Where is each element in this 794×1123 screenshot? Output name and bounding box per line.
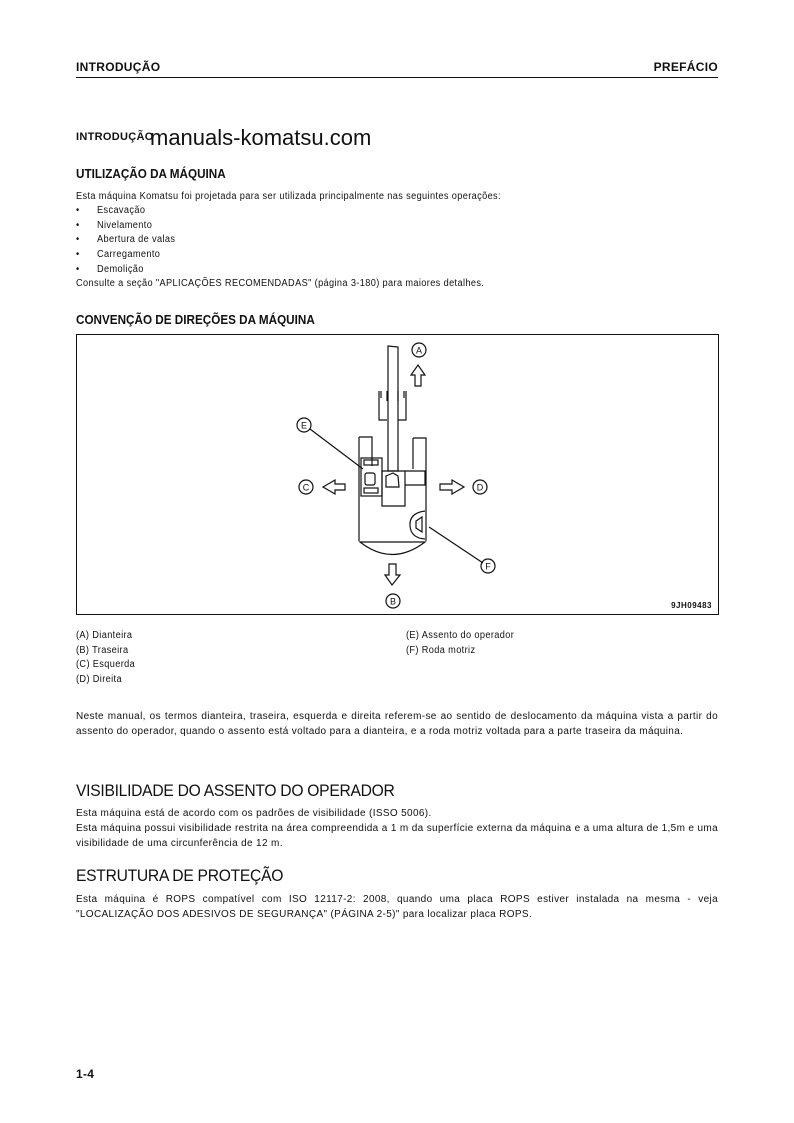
arrow-front-icon [411,365,425,386]
usage-intro: Esta máquina Komatsu foi projetada para ser utilizada principalmente nas seguintes operações: [76,191,501,202]
section-title: INTRODUÇÃO [76,131,154,143]
usage-heading: UTILIZAÇÃO DA MÁQUINA [76,166,226,181]
drive-wheel-shape [410,511,425,539]
arm-shape [379,391,406,420]
page-number: 1-4 [76,1067,95,1081]
bullet-symbol: • [76,234,80,245]
header-left: INTRODUÇÃO [76,60,161,74]
legend-item: (B) Traseira [76,645,129,656]
visibility-heading: VISIBILIDADE DO ASSENTO DO OPERADOR [76,781,395,800]
boom-shape [388,346,398,471]
list-item: Escavação [97,205,146,216]
bullet-symbol: • [76,205,80,216]
list-item: Demolição [97,264,144,275]
marker-c-label: C [302,482,310,493]
legend-item: (E) Assento do operador [406,630,515,641]
figure-code: 9JH09483 [671,601,712,610]
protection-heading: ESTRUTURA DE PROTEÇÃO [76,866,284,885]
leader-line-f [429,527,483,563]
watermark: manuals-komatsu.com [150,125,372,150]
marker-e-label: E [300,420,308,431]
bullet-symbol: • [76,264,80,275]
bullet-symbol: • [76,249,80,260]
marker-b-label: B [389,596,397,607]
header-right: PREFÁCIO [653,60,718,74]
counterweight-shape [360,542,425,555]
marker-a-label: A [415,345,423,356]
list-item: Nivelamento [97,220,153,231]
visibility-paragraph-1: Esta máquina está de acordo com os padrões de visibilidade (ISSO 5006). [76,808,432,819]
arrow-left-icon [323,480,345,494]
legend-item: (A) Dianteira [76,630,133,641]
list-item: Abertura de valas [97,234,176,245]
directions-heading: CONVENÇÃO DE DIREÇÕES DA MÁQUINA [76,312,315,327]
direction-diagram [76,334,719,615]
visibility-paragraph-2: Esta máquina possui visibilidade restrita na área compreendida a 1 m da superfície externa da máquina e a uma altura de 1,5m e uma visibilidade de uma circunferência de 12 m. [76,823,718,849]
header-rule [76,77,718,78]
marker-f-label: F [485,561,491,572]
legend-item: (C) Esquerda [76,659,136,670]
usage-note: Consulte a seção "APLICAÇÕES RECOMENDADAS" (página 3-180) para maiores detalhes. [76,278,485,289]
leader-line-e [310,429,363,469]
list-item: Carregamento [97,249,161,260]
directions-paragraph: Neste manual, os termos dianteira, traseira, esquerda e direita referem-se ao sentido de deslocamento da máquina vista a partir do assento do operador, quando o assento está voltado para a dianteira, e a roda motriz voltada para a parte traseira da máquina. [76,711,718,737]
legend-item: (D) Direita [76,674,122,685]
marker-d-label: D [476,482,484,493]
arrow-rear-icon [385,564,400,585]
protection-paragraph: Esta máquina é ROPS compatível com ISO 12117-2: 2008, quando uma placa ROPS estiver instalada na mesma - veja "LOCALIZAÇÃO DOS ADESIVOS DE SEGURANÇA" (PÁGINA 2-5)" para localizar placa ROPS. [76,894,718,920]
machine-top-view-drawing [77,335,718,614]
legend-item: (F) Roda motriz [406,645,476,656]
bullet-symbol: • [76,220,80,231]
cab-shape [382,471,425,506]
arrow-right-icon [440,480,464,494]
